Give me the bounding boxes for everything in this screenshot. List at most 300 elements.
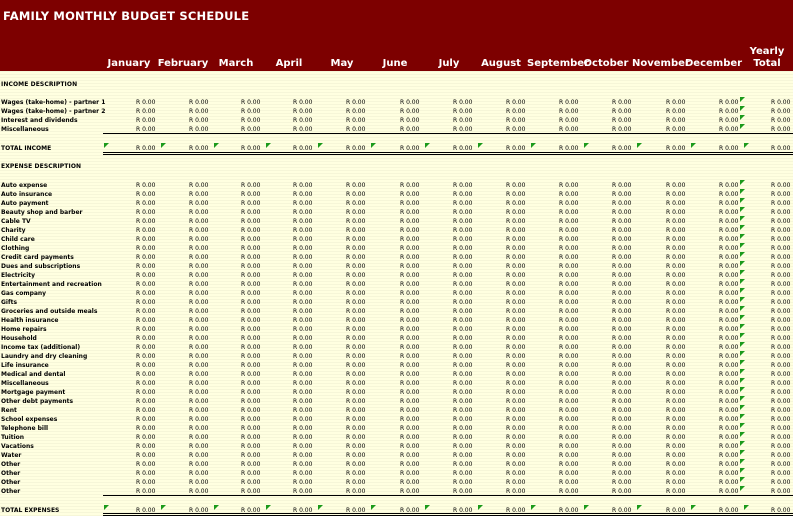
expense-row-cell[interactable]: R 0.00 bbox=[136, 263, 156, 270]
expense-row-cell[interactable]: R 0.00 bbox=[189, 443, 209, 450]
expense-row-cell[interactable]: R 0.00 bbox=[612, 254, 632, 261]
total-income-cell[interactable]: R 0.00 bbox=[559, 145, 579, 152]
expense-row-yearly-cell[interactable]: R 0.00 bbox=[771, 218, 791, 225]
expense-row-cell[interactable]: R 0.00 bbox=[506, 479, 526, 486]
expense-row-cell[interactable]: R 0.00 bbox=[400, 443, 420, 450]
expense-row-cell[interactable]: R 0.00 bbox=[189, 362, 209, 369]
expense-row-cell[interactable]: R 0.00 bbox=[719, 281, 739, 288]
expense-row-cell[interactable]: R 0.00 bbox=[136, 227, 156, 234]
expense-row-cell[interactable]: R 0.00 bbox=[346, 308, 366, 315]
expense-row-cell[interactable]: R 0.00 bbox=[612, 326, 632, 333]
expense-row-yearly-cell[interactable]: R 0.00 bbox=[771, 236, 791, 243]
expense-row-cell[interactable]: R 0.00 bbox=[453, 389, 473, 396]
expense-row-cell[interactable]: R 0.00 bbox=[346, 488, 366, 495]
expense-row-cell[interactable]: R 0.00 bbox=[506, 353, 526, 360]
income-row-cell[interactable]: R 0.00 bbox=[293, 117, 313, 124]
expense-row-cell[interactable]: R 0.00 bbox=[241, 308, 261, 315]
expense-row-cell[interactable]: R 0.00 bbox=[241, 227, 261, 234]
expense-row-cell[interactable]: R 0.00 bbox=[400, 317, 420, 324]
expense-row-cell[interactable]: R 0.00 bbox=[400, 389, 420, 396]
expense-row-cell[interactable]: R 0.00 bbox=[189, 398, 209, 405]
expense-row-cell[interactable]: R 0.00 bbox=[666, 371, 686, 378]
expense-row-cell[interactable]: R 0.00 bbox=[453, 416, 473, 423]
expense-row-cell[interactable]: R 0.00 bbox=[559, 281, 579, 288]
expense-row-cell[interactable]: R 0.00 bbox=[666, 389, 686, 396]
expense-row-yearly-cell[interactable]: R 0.00 bbox=[771, 380, 791, 387]
expense-row-cell[interactable]: R 0.00 bbox=[612, 299, 632, 306]
expense-row-cell[interactable]: R 0.00 bbox=[189, 236, 209, 243]
total-income-cell[interactable]: R 0.00 bbox=[346, 145, 366, 152]
expense-row-cell[interactable]: R 0.00 bbox=[612, 290, 632, 297]
expense-row-cell[interactable]: R 0.00 bbox=[241, 407, 261, 414]
expense-row-cell[interactable]: R 0.00 bbox=[453, 218, 473, 225]
expense-row-cell[interactable]: R 0.00 bbox=[400, 452, 420, 459]
expense-row-cell[interactable]: R 0.00 bbox=[293, 407, 313, 414]
expense-row-cell[interactable]: R 0.00 bbox=[719, 308, 739, 315]
expense-row-cell[interactable]: R 0.00 bbox=[506, 344, 526, 351]
income-row-cell[interactable]: R 0.00 bbox=[612, 99, 632, 106]
expense-row-cell[interactable]: R 0.00 bbox=[612, 488, 632, 495]
income-row-yearly-cell[interactable]: R 0.00 bbox=[771, 108, 791, 115]
income-row-cell[interactable]: R 0.00 bbox=[506, 126, 526, 133]
expense-row-yearly-cell[interactable]: R 0.00 bbox=[771, 254, 791, 261]
expense-row-yearly-cell[interactable]: R 0.00 bbox=[771, 326, 791, 333]
expense-row-cell[interactable]: R 0.00 bbox=[559, 344, 579, 351]
expense-row-cell[interactable]: R 0.00 bbox=[400, 326, 420, 333]
expense-row-cell[interactable]: R 0.00 bbox=[136, 443, 156, 450]
expense-row-cell[interactable]: R 0.00 bbox=[506, 227, 526, 234]
expense-row-cell[interactable]: R 0.00 bbox=[241, 254, 261, 261]
expense-row-cell[interactable]: R 0.00 bbox=[506, 362, 526, 369]
expense-row-cell[interactable]: R 0.00 bbox=[293, 191, 313, 198]
income-row-cell[interactable]: R 0.00 bbox=[189, 117, 209, 124]
expense-row-cell[interactable]: R 0.00 bbox=[136, 272, 156, 279]
expense-row-cell[interactable]: R 0.00 bbox=[719, 200, 739, 207]
expense-row-cell[interactable]: R 0.00 bbox=[719, 317, 739, 324]
expense-row-yearly-cell[interactable]: R 0.00 bbox=[771, 272, 791, 279]
expense-row-cell[interactable]: R 0.00 bbox=[666, 461, 686, 468]
expense-row-cell[interactable]: R 0.00 bbox=[719, 182, 739, 189]
expense-row-cell[interactable]: R 0.00 bbox=[189, 281, 209, 288]
expense-row-cell[interactable]: R 0.00 bbox=[293, 227, 313, 234]
expense-row-cell[interactable]: R 0.00 bbox=[400, 263, 420, 270]
income-row-cell[interactable]: R 0.00 bbox=[189, 99, 209, 106]
expense-row-cell[interactable]: R 0.00 bbox=[666, 407, 686, 414]
expense-row-cell[interactable]: R 0.00 bbox=[453, 290, 473, 297]
expense-row-cell[interactable]: R 0.00 bbox=[666, 281, 686, 288]
expense-row-cell[interactable]: R 0.00 bbox=[189, 227, 209, 234]
expense-row-cell[interactable]: R 0.00 bbox=[189, 182, 209, 189]
income-row-cell[interactable]: R 0.00 bbox=[293, 108, 313, 115]
expense-row-cell[interactable]: R 0.00 bbox=[189, 461, 209, 468]
expense-row-cell[interactable]: R 0.00 bbox=[346, 182, 366, 189]
expense-row-yearly-cell[interactable]: R 0.00 bbox=[771, 362, 791, 369]
expense-row-cell[interactable]: R 0.00 bbox=[346, 461, 366, 468]
total-expenses-cell[interactable]: R 0.00 bbox=[400, 507, 420, 514]
expense-row-cell[interactable]: R 0.00 bbox=[400, 434, 420, 441]
expense-row-cell[interactable]: R 0.00 bbox=[189, 317, 209, 324]
expense-row-cell[interactable]: R 0.00 bbox=[136, 398, 156, 405]
expense-row-cell[interactable]: R 0.00 bbox=[506, 272, 526, 279]
expense-row-cell[interactable]: R 0.00 bbox=[400, 362, 420, 369]
expense-row-cell[interactable]: R 0.00 bbox=[346, 380, 366, 387]
expense-row-cell[interactable]: R 0.00 bbox=[400, 407, 420, 414]
expense-row-cell[interactable]: R 0.00 bbox=[400, 461, 420, 468]
expense-row-cell[interactable]: R 0.00 bbox=[189, 479, 209, 486]
total-income-cell[interactable]: R 0.00 bbox=[453, 145, 473, 152]
expense-row-cell[interactable]: R 0.00 bbox=[666, 362, 686, 369]
expense-row-cell[interactable]: R 0.00 bbox=[666, 245, 686, 252]
expense-row-cell[interactable]: R 0.00 bbox=[719, 434, 739, 441]
expense-row-cell[interactable]: R 0.00 bbox=[559, 434, 579, 441]
expense-row-cell[interactable]: R 0.00 bbox=[400, 299, 420, 306]
expense-row-cell[interactable]: R 0.00 bbox=[293, 245, 313, 252]
expense-row-cell[interactable]: R 0.00 bbox=[241, 461, 261, 468]
expense-row-cell[interactable]: R 0.00 bbox=[346, 479, 366, 486]
expense-row-cell[interactable]: R 0.00 bbox=[189, 452, 209, 459]
expense-row-cell[interactable]: R 0.00 bbox=[612, 443, 632, 450]
expense-row-cell[interactable]: R 0.00 bbox=[346, 371, 366, 378]
total-income-cell[interactable]: R 0.00 bbox=[241, 145, 261, 152]
expense-row-cell[interactable]: R 0.00 bbox=[453, 209, 473, 216]
expense-row-cell[interactable]: R 0.00 bbox=[506, 443, 526, 450]
expense-row-cell[interactable]: R 0.00 bbox=[293, 326, 313, 333]
expense-row-cell[interactable]: R 0.00 bbox=[346, 245, 366, 252]
expense-row-cell[interactable]: R 0.00 bbox=[559, 407, 579, 414]
expense-row-cell[interactable]: R 0.00 bbox=[241, 371, 261, 378]
expense-row-cell[interactable]: R 0.00 bbox=[559, 200, 579, 207]
income-row-cell[interactable]: R 0.00 bbox=[241, 108, 261, 115]
expense-row-cell[interactable]: R 0.00 bbox=[559, 272, 579, 279]
expense-row-cell[interactable]: R 0.00 bbox=[241, 398, 261, 405]
total-expenses-cell[interactable]: R 0.00 bbox=[666, 507, 686, 514]
expense-row-cell[interactable]: R 0.00 bbox=[666, 443, 686, 450]
expense-row-cell[interactable]: R 0.00 bbox=[453, 326, 473, 333]
expense-row-cell[interactable]: R 0.00 bbox=[719, 245, 739, 252]
expense-row-yearly-cell[interactable]: R 0.00 bbox=[771, 389, 791, 396]
expense-row-cell[interactable]: R 0.00 bbox=[666, 398, 686, 405]
expense-row-cell[interactable]: R 0.00 bbox=[189, 290, 209, 297]
expense-row-cell[interactable]: R 0.00 bbox=[612, 398, 632, 405]
expense-row-cell[interactable]: R 0.00 bbox=[136, 452, 156, 459]
income-row-cell[interactable]: R 0.00 bbox=[136, 126, 156, 133]
expense-row-cell[interactable]: R 0.00 bbox=[559, 326, 579, 333]
expense-row-cell[interactable]: R 0.00 bbox=[666, 308, 686, 315]
expense-row-cell[interactable]: R 0.00 bbox=[400, 182, 420, 189]
income-row-cell[interactable]: R 0.00 bbox=[346, 117, 366, 124]
expense-row-cell[interactable]: R 0.00 bbox=[612, 209, 632, 216]
expense-row-cell[interactable]: R 0.00 bbox=[346, 317, 366, 324]
total-income-cell[interactable]: R 0.00 bbox=[612, 145, 632, 152]
expense-row-cell[interactable]: R 0.00 bbox=[559, 227, 579, 234]
expense-row-cell[interactable]: R 0.00 bbox=[453, 362, 473, 369]
expense-row-cell[interactable]: R 0.00 bbox=[293, 461, 313, 468]
expense-row-cell[interactable]: R 0.00 bbox=[559, 389, 579, 396]
expense-row-cell[interactable]: R 0.00 bbox=[189, 272, 209, 279]
expense-row-cell[interactable]: R 0.00 bbox=[293, 470, 313, 477]
income-row-cell[interactable]: R 0.00 bbox=[719, 117, 739, 124]
expense-row-cell[interactable]: R 0.00 bbox=[293, 272, 313, 279]
expense-row-cell[interactable]: R 0.00 bbox=[453, 443, 473, 450]
expense-row-cell[interactable]: R 0.00 bbox=[346, 191, 366, 198]
expense-row-yearly-cell[interactable]: R 0.00 bbox=[771, 200, 791, 207]
expense-row-cell[interactable]: R 0.00 bbox=[400, 371, 420, 378]
expense-row-cell[interactable]: R 0.00 bbox=[241, 362, 261, 369]
expense-row-cell[interactable]: R 0.00 bbox=[666, 200, 686, 207]
expense-row-cell[interactable]: R 0.00 bbox=[189, 380, 209, 387]
expense-row-cell[interactable]: R 0.00 bbox=[400, 245, 420, 252]
expense-row-cell[interactable]: R 0.00 bbox=[400, 227, 420, 234]
expense-row-cell[interactable]: R 0.00 bbox=[400, 416, 420, 423]
expense-row-cell[interactable]: R 0.00 bbox=[506, 218, 526, 225]
income-row-cell[interactable]: R 0.00 bbox=[506, 108, 526, 115]
income-row-cell[interactable]: R 0.00 bbox=[241, 126, 261, 133]
expense-row-cell[interactable]: R 0.00 bbox=[612, 479, 632, 486]
expense-row-cell[interactable]: R 0.00 bbox=[400, 470, 420, 477]
expense-row-cell[interactable]: R 0.00 bbox=[400, 290, 420, 297]
expense-row-cell[interactable]: R 0.00 bbox=[506, 281, 526, 288]
expense-row-cell[interactable]: R 0.00 bbox=[189, 326, 209, 333]
expense-row-cell[interactable]: R 0.00 bbox=[136, 416, 156, 423]
expense-row-cell[interactable]: R 0.00 bbox=[453, 470, 473, 477]
expense-row-cell[interactable]: R 0.00 bbox=[612, 200, 632, 207]
expense-row-cell[interactable]: R 0.00 bbox=[453, 263, 473, 270]
expense-row-cell[interactable]: R 0.00 bbox=[506, 317, 526, 324]
expense-row-cell[interactable]: R 0.00 bbox=[293, 335, 313, 342]
expense-row-yearly-cell[interactable]: R 0.00 bbox=[771, 461, 791, 468]
expense-row-cell[interactable]: R 0.00 bbox=[666, 353, 686, 360]
expense-row-cell[interactable]: R 0.00 bbox=[189, 416, 209, 423]
expense-row-cell[interactable]: R 0.00 bbox=[559, 425, 579, 432]
expense-row-cell[interactable]: R 0.00 bbox=[506, 326, 526, 333]
total-expenses-cell[interactable]: R 0.00 bbox=[241, 507, 261, 514]
expense-row-cell[interactable]: R 0.00 bbox=[719, 353, 739, 360]
expense-row-cell[interactable]: R 0.00 bbox=[719, 407, 739, 414]
expense-row-cell[interactable]: R 0.00 bbox=[346, 425, 366, 432]
expense-row-cell[interactable]: R 0.00 bbox=[241, 317, 261, 324]
expense-row-cell[interactable]: R 0.00 bbox=[719, 461, 739, 468]
expense-row-cell[interactable]: R 0.00 bbox=[241, 182, 261, 189]
expense-row-cell[interactable]: R 0.00 bbox=[559, 209, 579, 216]
expense-row-cell[interactable]: R 0.00 bbox=[241, 209, 261, 216]
expense-row-cell[interactable]: R 0.00 bbox=[400, 218, 420, 225]
expense-row-cell[interactable]: R 0.00 bbox=[189, 335, 209, 342]
expense-row-yearly-cell[interactable]: R 0.00 bbox=[771, 245, 791, 252]
expense-row-cell[interactable]: R 0.00 bbox=[506, 434, 526, 441]
expense-row-cell[interactable]: R 0.00 bbox=[400, 272, 420, 279]
expense-row-cell[interactable]: R 0.00 bbox=[719, 326, 739, 333]
expense-row-cell[interactable]: R 0.00 bbox=[666, 182, 686, 189]
expense-row-cell[interactable]: R 0.00 bbox=[719, 290, 739, 297]
expense-row-cell[interactable]: R 0.00 bbox=[241, 236, 261, 243]
expense-row-cell[interactable]: R 0.00 bbox=[666, 254, 686, 261]
expense-row-cell[interactable]: R 0.00 bbox=[241, 443, 261, 450]
expense-row-cell[interactable]: R 0.00 bbox=[241, 263, 261, 270]
expense-row-cell[interactable]: R 0.00 bbox=[136, 407, 156, 414]
expense-row-cell[interactable]: R 0.00 bbox=[346, 398, 366, 405]
expense-row-cell[interactable]: R 0.00 bbox=[612, 236, 632, 243]
expense-row-cell[interactable]: R 0.00 bbox=[453, 380, 473, 387]
income-row-cell[interactable]: R 0.00 bbox=[400, 108, 420, 115]
expense-row-cell[interactable]: R 0.00 bbox=[666, 218, 686, 225]
expense-row-cell[interactable]: R 0.00 bbox=[346, 272, 366, 279]
income-row-cell[interactable]: R 0.00 bbox=[719, 99, 739, 106]
expense-row-cell[interactable]: R 0.00 bbox=[453, 272, 473, 279]
expense-row-cell[interactable]: R 0.00 bbox=[559, 380, 579, 387]
expense-row-cell[interactable]: R 0.00 bbox=[506, 290, 526, 297]
expense-row-cell[interactable]: R 0.00 bbox=[506, 299, 526, 306]
expense-row-cell[interactable]: R 0.00 bbox=[453, 425, 473, 432]
expense-row-cell[interactable]: R 0.00 bbox=[136, 335, 156, 342]
expense-row-cell[interactable]: R 0.00 bbox=[293, 281, 313, 288]
expense-row-cell[interactable]: R 0.00 bbox=[136, 236, 156, 243]
expense-row-cell[interactable]: R 0.00 bbox=[189, 218, 209, 225]
expense-row-cell[interactable]: R 0.00 bbox=[241, 470, 261, 477]
expense-row-cell[interactable]: R 0.00 bbox=[559, 236, 579, 243]
income-row-cell[interactable]: R 0.00 bbox=[559, 108, 579, 115]
expense-row-cell[interactable]: R 0.00 bbox=[189, 200, 209, 207]
expense-row-cell[interactable]: R 0.00 bbox=[612, 452, 632, 459]
income-row-cell[interactable]: R 0.00 bbox=[666, 99, 686, 106]
expense-row-cell[interactable]: R 0.00 bbox=[346, 362, 366, 369]
expense-row-cell[interactable]: R 0.00 bbox=[666, 380, 686, 387]
expense-row-cell[interactable]: R 0.00 bbox=[136, 353, 156, 360]
expense-row-cell[interactable]: R 0.00 bbox=[293, 443, 313, 450]
expense-row-cell[interactable]: R 0.00 bbox=[666, 344, 686, 351]
expense-row-yearly-cell[interactable]: R 0.00 bbox=[771, 371, 791, 378]
expense-row-cell[interactable]: R 0.00 bbox=[136, 425, 156, 432]
income-row-cell[interactable]: R 0.00 bbox=[719, 108, 739, 115]
income-row-cell[interactable]: R 0.00 bbox=[346, 126, 366, 133]
expense-row-cell[interactable]: R 0.00 bbox=[241, 452, 261, 459]
income-row-cell[interactable]: R 0.00 bbox=[400, 99, 420, 106]
expense-row-cell[interactable]: R 0.00 bbox=[346, 434, 366, 441]
expense-row-cell[interactable]: R 0.00 bbox=[612, 263, 632, 270]
expense-row-cell[interactable]: R 0.00 bbox=[719, 299, 739, 306]
expense-row-yearly-cell[interactable]: R 0.00 bbox=[771, 308, 791, 315]
expense-row-cell[interactable]: R 0.00 bbox=[612, 344, 632, 351]
expense-row-cell[interactable]: R 0.00 bbox=[346, 299, 366, 306]
expense-row-cell[interactable]: R 0.00 bbox=[612, 380, 632, 387]
expense-row-cell[interactable]: R 0.00 bbox=[453, 479, 473, 486]
expense-row-cell[interactable]: R 0.00 bbox=[719, 218, 739, 225]
expense-row-cell[interactable]: R 0.00 bbox=[136, 488, 156, 495]
expense-row-yearly-cell[interactable]: R 0.00 bbox=[771, 281, 791, 288]
income-row-cell[interactable]: R 0.00 bbox=[189, 126, 209, 133]
expense-row-cell[interactable]: R 0.00 bbox=[612, 425, 632, 432]
income-row-cell[interactable]: R 0.00 bbox=[506, 99, 526, 106]
expense-row-cell[interactable]: R 0.00 bbox=[293, 434, 313, 441]
expense-row-cell[interactable]: R 0.00 bbox=[559, 191, 579, 198]
expense-row-cell[interactable]: R 0.00 bbox=[453, 182, 473, 189]
expense-row-cell[interactable]: R 0.00 bbox=[666, 263, 686, 270]
expense-row-cell[interactable]: R 0.00 bbox=[293, 452, 313, 459]
expense-row-cell[interactable]: R 0.00 bbox=[719, 209, 739, 216]
expense-row-cell[interactable]: R 0.00 bbox=[506, 191, 526, 198]
expense-row-cell[interactable]: R 0.00 bbox=[666, 299, 686, 306]
expense-row-cell[interactable]: R 0.00 bbox=[612, 434, 632, 441]
expense-row-cell[interactable]: R 0.00 bbox=[559, 299, 579, 306]
expense-row-cell[interactable]: R 0.00 bbox=[506, 236, 526, 243]
expense-row-cell[interactable]: R 0.00 bbox=[346, 281, 366, 288]
income-row-cell[interactable]: R 0.00 bbox=[400, 126, 420, 133]
expense-row-cell[interactable]: R 0.00 bbox=[241, 488, 261, 495]
expense-row-cell[interactable]: R 0.00 bbox=[136, 308, 156, 315]
expense-row-cell[interactable]: R 0.00 bbox=[346, 407, 366, 414]
expense-row-cell[interactable]: R 0.00 bbox=[241, 299, 261, 306]
expense-row-cell[interactable]: R 0.00 bbox=[400, 200, 420, 207]
expense-row-cell[interactable]: R 0.00 bbox=[666, 290, 686, 297]
expense-row-cell[interactable]: R 0.00 bbox=[346, 344, 366, 351]
expense-row-cell[interactable]: R 0.00 bbox=[346, 227, 366, 234]
total-expenses-cell[interactable]: R 0.00 bbox=[293, 507, 313, 514]
expense-row-cell[interactable]: R 0.00 bbox=[136, 182, 156, 189]
expense-row-cell[interactable]: R 0.00 bbox=[189, 344, 209, 351]
expense-row-yearly-cell[interactable]: R 0.00 bbox=[771, 209, 791, 216]
total-income-cell[interactable]: R 0.00 bbox=[189, 145, 209, 152]
expense-row-cell[interactable]: R 0.00 bbox=[136, 434, 156, 441]
expense-row-yearly-cell[interactable]: R 0.00 bbox=[771, 263, 791, 270]
expense-row-cell[interactable]: R 0.00 bbox=[241, 434, 261, 441]
expense-row-cell[interactable]: R 0.00 bbox=[612, 335, 632, 342]
expense-row-cell[interactable]: R 0.00 bbox=[136, 191, 156, 198]
expense-row-cell[interactable]: R 0.00 bbox=[719, 236, 739, 243]
expense-row-cell[interactable]: R 0.00 bbox=[453, 335, 473, 342]
total-expenses-cell[interactable]: R 0.00 bbox=[559, 507, 579, 514]
expense-row-cell[interactable]: R 0.00 bbox=[506, 452, 526, 459]
expense-row-cell[interactable]: R 0.00 bbox=[400, 344, 420, 351]
expense-row-cell[interactable]: R 0.00 bbox=[559, 353, 579, 360]
expense-row-cell[interactable]: R 0.00 bbox=[293, 389, 313, 396]
expense-row-cell[interactable]: R 0.00 bbox=[136, 461, 156, 468]
expense-row-cell[interactable]: R 0.00 bbox=[559, 335, 579, 342]
expense-row-yearly-cell[interactable]: R 0.00 bbox=[771, 290, 791, 297]
expense-row-cell[interactable]: R 0.00 bbox=[506, 398, 526, 405]
expense-row-cell[interactable]: R 0.00 bbox=[346, 263, 366, 270]
expense-row-cell[interactable]: R 0.00 bbox=[559, 182, 579, 189]
income-row-cell[interactable]: R 0.00 bbox=[612, 126, 632, 133]
expense-row-cell[interactable]: R 0.00 bbox=[453, 200, 473, 207]
expense-row-cell[interactable]: R 0.00 bbox=[453, 398, 473, 405]
expense-row-cell[interactable]: R 0.00 bbox=[612, 308, 632, 315]
total-expenses-cell[interactable]: R 0.00 bbox=[453, 507, 473, 514]
expense-row-cell[interactable]: R 0.00 bbox=[293, 380, 313, 387]
expense-row-cell[interactable]: R 0.00 bbox=[189, 245, 209, 252]
expense-row-cell[interactable]: R 0.00 bbox=[719, 416, 739, 423]
expense-row-cell[interactable]: R 0.00 bbox=[506, 461, 526, 468]
income-row-cell[interactable]: R 0.00 bbox=[612, 117, 632, 124]
expense-row-cell[interactable]: R 0.00 bbox=[400, 425, 420, 432]
expense-row-cell[interactable]: R 0.00 bbox=[241, 326, 261, 333]
income-row-cell[interactable]: R 0.00 bbox=[612, 108, 632, 115]
income-row-cell[interactable]: R 0.00 bbox=[136, 117, 156, 124]
expense-row-cell[interactable]: R 0.00 bbox=[293, 254, 313, 261]
expense-row-cell[interactable]: R 0.00 bbox=[666, 236, 686, 243]
expense-row-cell[interactable]: R 0.00 bbox=[506, 335, 526, 342]
expense-row-cell[interactable]: R 0.00 bbox=[719, 479, 739, 486]
expense-row-cell[interactable]: R 0.00 bbox=[293, 416, 313, 423]
expense-row-cell[interactable]: R 0.00 bbox=[559, 371, 579, 378]
expense-row-cell[interactable]: R 0.00 bbox=[559, 290, 579, 297]
expense-row-cell[interactable]: R 0.00 bbox=[136, 245, 156, 252]
expense-row-cell[interactable]: R 0.00 bbox=[136, 200, 156, 207]
expense-row-cell[interactable]: R 0.00 bbox=[453, 317, 473, 324]
expense-row-yearly-cell[interactable]: R 0.00 bbox=[771, 470, 791, 477]
expense-row-cell[interactable]: R 0.00 bbox=[293, 344, 313, 351]
expense-row-cell[interactable]: R 0.00 bbox=[666, 335, 686, 342]
expense-row-cell[interactable]: R 0.00 bbox=[506, 182, 526, 189]
expense-row-cell[interactable]: R 0.00 bbox=[293, 362, 313, 369]
